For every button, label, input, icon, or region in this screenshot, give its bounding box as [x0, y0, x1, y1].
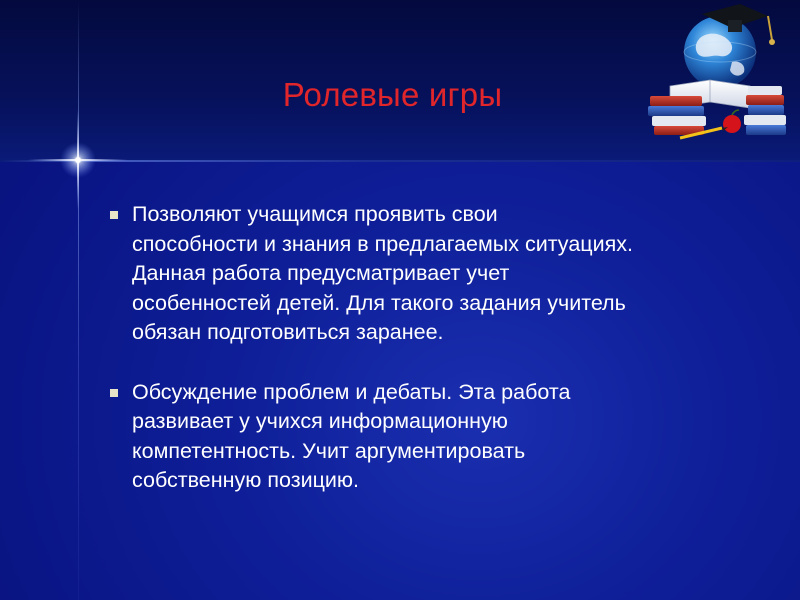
globe-books-graduation-cap-icon: [640, 0, 800, 150]
bullet-line: способности и знания в предлагаемых ситуациях.: [132, 231, 633, 256]
bullet-line: собственную позицию.: [132, 468, 359, 492]
bullet-line: Данная работа предусматривает учет: [132, 261, 510, 285]
star-sparkle-icon: [28, 110, 128, 210]
bullet-line: компетентность. Учит аргументировать: [132, 438, 526, 463]
bullet-list: [110, 200, 770, 496]
slide-title: Ролевые игры: [282, 76, 503, 113]
bullet-line: особенностей детей. Для такого задания учитель: [132, 290, 626, 315]
bullet-line: развивает у учихся информационную: [132, 409, 508, 433]
bullet-line: Обсуждение проблем и дебаты. Эта работа: [132, 379, 571, 404]
square-bullet-icon: [110, 211, 118, 219]
square-bullet-icon: [110, 389, 118, 397]
bullet-line: Позволяют учащимся проявить свои: [132, 202, 498, 226]
bullet-item-1: [110, 200, 770, 348]
bullet-item-2: [110, 378, 770, 496]
bullet-line: обязан подготовиться заранее.: [132, 320, 444, 344]
